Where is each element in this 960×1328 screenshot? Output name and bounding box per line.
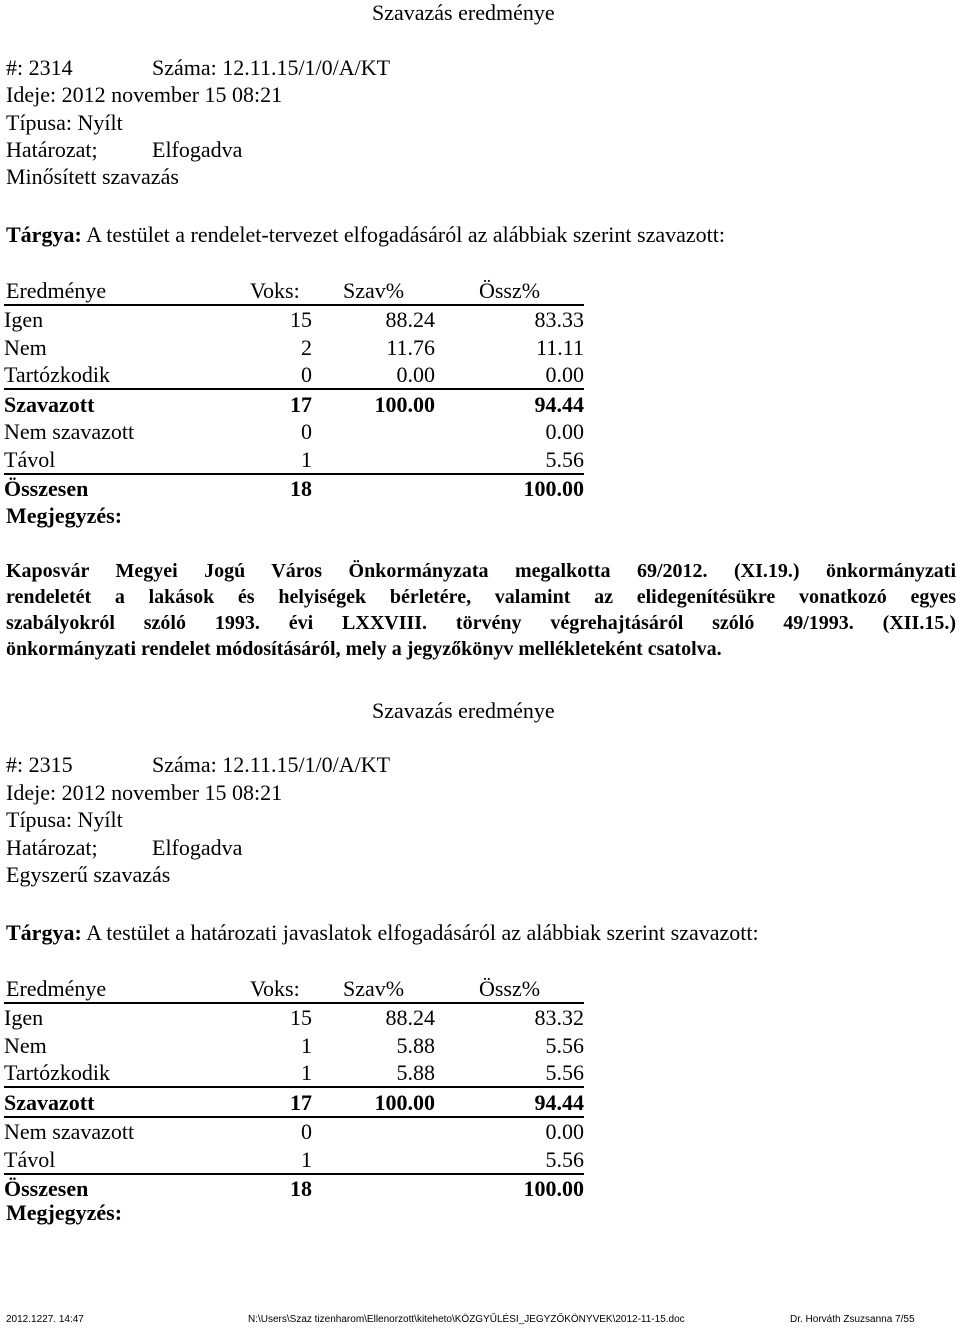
cell-votes: 18 xyxy=(290,1176,312,1201)
cell-label: Távol xyxy=(4,1145,250,1174)
cell-vote-percent xyxy=(312,1174,435,1203)
cell-total-percent: 94.44 xyxy=(534,391,584,417)
table-row-not-voted xyxy=(4,418,584,446)
result-table-header xyxy=(4,974,584,1003)
table-row-absent xyxy=(4,445,584,474)
cell-vote-percent: 5.88 xyxy=(396,1032,435,1058)
cell-total-percent: 0.00 xyxy=(435,361,584,390)
cell-vote-percent xyxy=(312,474,435,503)
cell-vote-percent: 5.88 xyxy=(312,1059,435,1088)
cell-label: Távol xyxy=(4,445,250,474)
header-vote-percent: Szav% xyxy=(312,276,435,305)
table-row-yes xyxy=(4,1003,584,1032)
cell-total-percent: 94.44 xyxy=(435,1087,584,1117)
vote-type: Típusa: Nyílt xyxy=(6,110,123,135)
table-row-voted xyxy=(4,1087,584,1117)
footer-author-page: Dr. Horváth Zsuzsanna 7/55 xyxy=(790,1314,915,1325)
cell-total-percent: 0.00 xyxy=(545,1119,584,1144)
table-row-absent xyxy=(4,1145,584,1174)
cell-vote-percent: 88.24 xyxy=(385,307,435,332)
vote-kind: Egyszerű szavazás xyxy=(6,862,171,887)
vote-decision-line xyxy=(6,835,243,863)
vote-decision-line xyxy=(6,137,243,165)
decree-line: rendeletét a lakások és helyiségek bérletére, valamint az elidegenítésükre vonatkozó egyes xyxy=(6,586,956,608)
cell-votes: 1 xyxy=(250,1059,312,1088)
result-table xyxy=(4,974,584,1202)
vote-time: Ideje: 2012 november 15 08:21 xyxy=(6,780,283,805)
cell-votes: 17 xyxy=(290,391,312,417)
cell-votes: 1 xyxy=(301,1032,312,1058)
table-row-no xyxy=(4,333,584,361)
cell-total-percent: 5.56 xyxy=(435,445,584,474)
cell-label: Nem szavazott xyxy=(4,419,135,444)
vote-subject xyxy=(6,920,759,946)
result-table-header xyxy=(4,276,584,305)
cell-votes: 17 xyxy=(250,1087,312,1117)
header-result: Eredménye xyxy=(4,974,250,1003)
header-vote-percent: Szav% xyxy=(312,974,435,1003)
vote-number: Száma: 12.11.15/1/0/A/KT xyxy=(152,752,391,777)
cell-label: Nem xyxy=(4,1032,47,1058)
cell-votes: 15 xyxy=(290,307,312,332)
table-row-voted xyxy=(4,389,584,418)
section-title: Szavazás eredménye xyxy=(372,0,555,25)
cell-label: Nem xyxy=(4,334,47,360)
cell-vote-percent: 88.24 xyxy=(385,1005,435,1030)
cell-vote-percent: 100.00 xyxy=(312,1087,435,1117)
cell-vote-percent xyxy=(312,1145,435,1174)
cell-vote-percent: 100.00 xyxy=(374,391,435,417)
vote-meta-line xyxy=(6,752,391,780)
cell-vote-percent xyxy=(312,1117,435,1146)
cell-label: Összesen xyxy=(4,1176,89,1201)
header-total-percent: Össz% xyxy=(435,974,584,1003)
cell-label: Szavazott xyxy=(4,1087,250,1117)
cell-votes: 2 xyxy=(301,334,312,360)
cell-votes: 15 xyxy=(290,1005,312,1030)
footer-datetime: 2012.1227. 14:47 xyxy=(6,1314,84,1325)
cell-vote-percent: 11.76 xyxy=(386,334,435,360)
subject-text: A testület a rendelet-tervezet elfogadásáról az alábbiak szerint szavazott: xyxy=(86,222,725,247)
table-row-no xyxy=(4,1031,584,1059)
subject-label: Tárgya: xyxy=(6,920,82,945)
cell-votes: 0 xyxy=(250,361,312,390)
subject-label: Tárgya: xyxy=(6,222,82,247)
subject-text: A testület a határozati javaslatok elfogadásáról az alábbiak szerint szavazott: xyxy=(86,920,759,945)
note-label: Megjegyzés: xyxy=(6,503,123,528)
cell-total-percent: 83.33 xyxy=(534,307,584,332)
cell-label: Szavazott xyxy=(4,391,95,417)
vote-time: Ideje: 2012 november 15 08:21 xyxy=(6,82,283,107)
cell-label: Összesen xyxy=(4,476,89,501)
vote-meta-line xyxy=(6,55,391,83)
cell-label: Tartózkodik xyxy=(4,1059,250,1088)
table-row-abstain xyxy=(4,361,584,390)
table-row-total xyxy=(4,474,584,503)
table-row-not-voted xyxy=(4,1117,584,1146)
cell-total-percent: 5.56 xyxy=(435,1059,584,1088)
decision-label: Határozat; xyxy=(6,137,98,162)
section-title: Szavazás eredménye xyxy=(372,698,555,723)
decision-label: Határozat; xyxy=(6,835,98,860)
cell-label: Igen xyxy=(4,1005,44,1030)
cell-label: Igen xyxy=(4,307,44,332)
cell-label: Tartózkodik xyxy=(4,361,250,390)
vote-subject xyxy=(6,222,725,248)
footer-file-path: N:\Users\Szaz tizenharom\Ellenorzott\kiteheto\KÖZGYŰLÉSI_JEGYZŐKÖNYVEK\2012-11-15.doc xyxy=(248,1314,685,1325)
cell-vote-percent xyxy=(312,445,435,474)
cell-votes: 1 xyxy=(250,1145,312,1174)
vote-type: Típusa: Nyílt xyxy=(6,807,123,832)
decree-line: önkormányzati rendelet módosításáról, mely a jegyzőkönyv mellékleteként csatolva. xyxy=(6,638,722,660)
table-row-yes xyxy=(4,305,584,334)
cell-total-percent: 0.00 xyxy=(545,419,584,444)
cell-label: Nem szavazott xyxy=(4,1119,135,1144)
table-row-total xyxy=(4,1174,584,1203)
result-table xyxy=(4,276,584,502)
cell-total-percent: 11.11 xyxy=(536,334,584,360)
cell-votes: 0 xyxy=(301,419,312,444)
cell-vote-percent: 0.00 xyxy=(312,361,435,390)
vote-kind: Minősített szavazás xyxy=(6,164,179,189)
decision-value: Elfogadva xyxy=(152,137,243,162)
table-row-abstain xyxy=(4,1059,584,1088)
cell-total-percent: 5.56 xyxy=(545,1032,584,1058)
header-votes: Voks: xyxy=(250,974,312,1003)
note-label: Megjegyzés: xyxy=(6,1200,123,1225)
header-votes: Voks: xyxy=(250,276,312,305)
decree-line: szabályokról szóló 1993. évi LXXVIII. törvény végrehajtásáról szóló 49/1993. (XII.15.) xyxy=(6,612,956,634)
decision-value: Elfogadva xyxy=(152,835,243,860)
header-total-percent: Össz% xyxy=(435,276,584,305)
vote-id: #: 2314 xyxy=(6,55,73,80)
cell-votes: 18 xyxy=(290,476,312,501)
header-result: Eredménye xyxy=(4,276,250,305)
cell-votes: 0 xyxy=(301,1119,312,1144)
cell-total-percent: 5.56 xyxy=(435,1145,584,1174)
cell-vote-percent xyxy=(312,418,435,446)
decree-line: Kaposvár Megyei Jogú Város Önkormányzata megalkotta 69/2012. (XI.19.) önkormányzati xyxy=(6,560,956,582)
vote-number: Száma: 12.11.15/1/0/A/KT xyxy=(152,55,391,80)
cell-votes: 1 xyxy=(250,445,312,474)
vote-id: #: 2315 xyxy=(6,752,73,777)
cell-total-percent: 83.32 xyxy=(534,1005,584,1030)
cell-total-percent: 100.00 xyxy=(523,1176,584,1201)
cell-total-percent: 100.00 xyxy=(523,476,584,501)
decree-paragraph xyxy=(6,558,956,662)
